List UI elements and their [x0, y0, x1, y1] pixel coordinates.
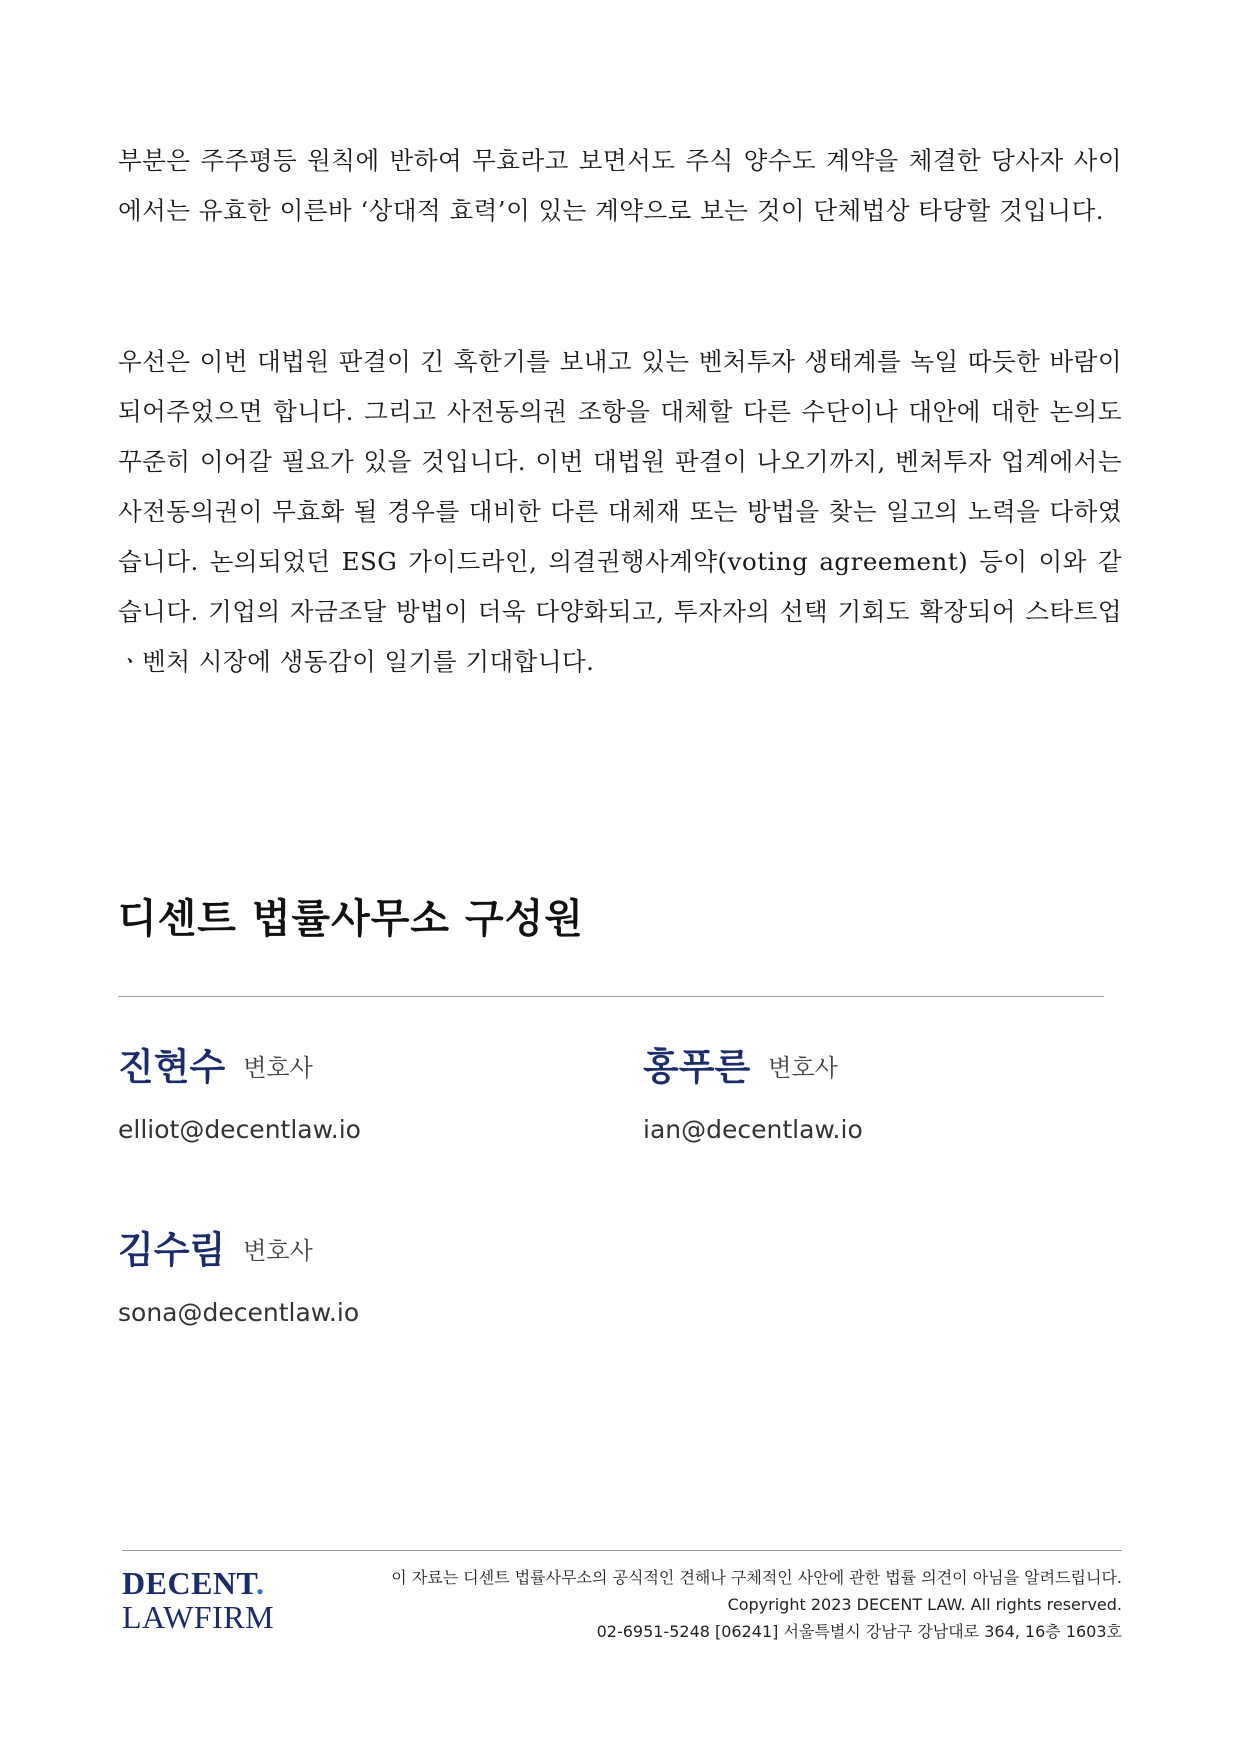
members-section-title: 디센트 법률사무소 구성원: [118, 896, 584, 942]
member-card: [643, 1042, 1113, 1146]
member-name-line: [643, 1042, 1113, 1092]
member-email-link[interactable]: sona@decentlaw.io: [118, 1298, 360, 1327]
body-paragraph-2: 우선은 이번 대법원 판결이 긴 혹한기를 보내고 있는 벤처투자 생태계를 녹일 따듯한 바람이 되어주었으면 합니다. 그리고 사전동의권 조항을 대체할 다른 수단이나 대안에 대한 논의도 꾸준히 이어갈 필요가 있을 것입니다. 이번 대법원 판결이 나오기까지, 벤처투자 업계에서는 사전동의권이 무효화 될 경우를 대비한 다른 대체재 또는 방법을 찾는 일고의 노력을 다하였습니다. 논의되었던 ESG 가이드라인, 의결권행사계약(voting agreement) 등이 이와 같습니다. 기업의 자금조달 방법이 더욱 다양화되고, 투자자의 선택 기회도 확장되어 스타트업ㆍ벤처 시장에 생동감이 일기를 기대합니다.: [118, 347, 1122, 676]
member-name-line: [118, 1042, 588, 1092]
member-name: 홍푸른: [643, 1045, 751, 1089]
member-email-link[interactable]: ian@decentlaw.io: [643, 1115, 863, 1144]
footer-copyright: Copyright 2023 DECENT LAW. All rights reserved.: [727, 1595, 1122, 1614]
member-role: 변호사: [768, 1053, 838, 1082]
member-email-link[interactable]: elliot@decentlaw.io: [118, 1115, 361, 1144]
member-card: [118, 1042, 588, 1146]
body-paragraph-1: 부분은 주주평등 원칙에 반하여 무효라고 보면서도 주식 양수도 계약을 체결한 당사자 사이에서는 유효한 이른바 ‘상대적 효력’이 있는 계약으로 보는 것이 단체법상 타당할 것입니다.: [118, 146, 1122, 225]
logo-line-1: [122, 1566, 274, 1600]
section-divider: [118, 996, 1104, 997]
member-name: 진현수: [118, 1045, 226, 1089]
footer-text: [302, 1564, 1122, 1645]
firm-logo: [122, 1566, 274, 1634]
member-role: 변호사: [243, 1236, 313, 1265]
footer-contact: 02-6951-5248 [06241] 서울특별시 강남구 강남대로 364, 16층 1603호: [596, 1622, 1122, 1641]
footer-disclaimer: 이 자료는 디센트 법률사무소의 공식적인 견해나 구체적인 사안에 관한 법률 의견이 아님을 알려드립니다.: [391, 1568, 1122, 1587]
logo-word-decent: DECENT: [122, 1565, 256, 1601]
member-card: [118, 1225, 588, 1329]
logo-dot: .: [255, 1565, 265, 1601]
logo-line-2: LAWFIRM: [122, 1599, 275, 1635]
member-role: 변호사: [243, 1053, 313, 1082]
footer-divider: [122, 1550, 1122, 1551]
member-name: 김수림: [118, 1228, 226, 1272]
member-name-line: [118, 1225, 588, 1275]
